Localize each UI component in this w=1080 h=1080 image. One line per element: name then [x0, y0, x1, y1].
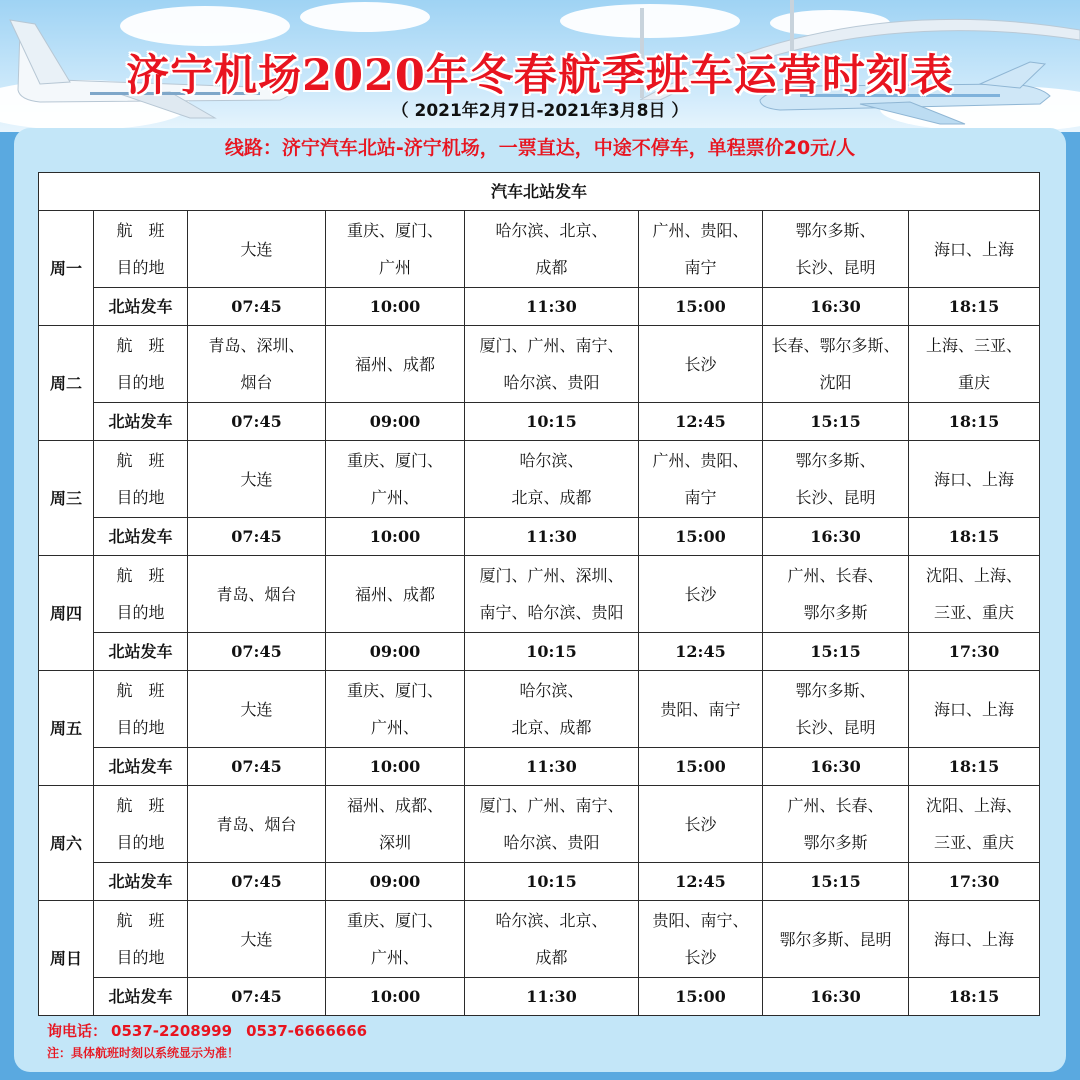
table-row: [39, 786, 1040, 863]
contact-info: [47, 1020, 381, 1041]
destination-cell: [763, 901, 909, 978]
destination-line: 成都: [535, 948, 568, 967]
departure-label: 北站发车: [94, 978, 188, 1016]
table-header: 汽车北站发车: [39, 173, 1040, 211]
table-row: [39, 978, 1040, 1016]
departure-time: 12:45: [639, 403, 763, 441]
departure-time: 16:30: [763, 978, 909, 1016]
table-row: [39, 863, 1040, 901]
destination-label-line: 航 班: [116, 451, 165, 470]
destination-cell: [639, 441, 763, 518]
table-row: [39, 326, 1040, 403]
departure-label: 北站发车: [94, 633, 188, 671]
departure-time: 10:00: [326, 518, 465, 556]
destination-line: 贵阳、南宁: [660, 699, 741, 719]
destination-line: 福州、成都、: [346, 796, 443, 815]
departure-time: 09:00: [326, 633, 465, 671]
destination-cell: [326, 786, 465, 863]
phone-number-2: 0537-6666666: [246, 1022, 368, 1040]
destination-cell: [909, 326, 1040, 403]
table-row: [39, 671, 1040, 748]
destination-cell: [465, 786, 639, 863]
departure-time: 10:15: [465, 863, 639, 901]
departure-time: 12:45: [639, 633, 763, 671]
destination-line: 广州、长春、: [787, 796, 884, 815]
destination-line: 长春、鄂尔多斯、: [771, 336, 900, 355]
destination-line: 哈尔滨、贵阳: [503, 833, 600, 852]
destination-cell: [326, 441, 465, 518]
destination-line: 重庆、厦门、: [346, 911, 443, 930]
destination-line: 厦门、广州、深圳、: [479, 566, 624, 585]
destination-cell: [465, 441, 639, 518]
destination-cell: [763, 786, 909, 863]
destination-line: 北京、成都: [511, 488, 592, 507]
destination-line: 哈尔滨、: [519, 451, 584, 470]
departure-time: 18:15: [909, 403, 1040, 441]
destination-label-line: 航 班: [116, 566, 165, 585]
departure-time: 17:30: [909, 633, 1040, 671]
destination-line: 深圳: [378, 833, 411, 852]
departure-time: 11:30: [465, 518, 639, 556]
destination-label-line: 目的地: [116, 488, 165, 507]
destination-cell: [909, 786, 1040, 863]
destination-line: 哈尔滨、: [519, 681, 584, 700]
destination-cell: [909, 671, 1040, 748]
departure-time: 07:45: [188, 518, 326, 556]
day-label: 周五: [39, 671, 94, 786]
schedule-table: [38, 172, 1040, 1016]
destination-cell: [639, 211, 763, 288]
destination-cell: [639, 556, 763, 633]
page-title: 济宁机场2020年冬春航季班车运营时刻表: [126, 51, 954, 101]
departure-time: 18:15: [909, 978, 1040, 1016]
destination-cell: [909, 211, 1040, 288]
destination-line: 哈尔滨、贵阳: [503, 373, 600, 392]
destination-line: 大连: [240, 699, 273, 719]
destination-cell: [326, 211, 465, 288]
table-row: [39, 748, 1040, 786]
departure-time: 07:45: [188, 633, 326, 671]
destination-cell: [188, 901, 326, 978]
destination-line: 三亚、重庆: [934, 833, 1015, 852]
departure-time: 10:15: [465, 403, 639, 441]
destination-label-line: 目的地: [116, 948, 165, 967]
destination-label: [94, 901, 188, 978]
destination-line: 长沙: [684, 584, 717, 604]
season-dates: （ 2021年2月7日-2021年3月8日 ）: [391, 101, 689, 121]
departure-time: 11:30: [465, 748, 639, 786]
departure-time: 07:45: [188, 863, 326, 901]
destination-label: [94, 441, 188, 518]
table-row: [39, 403, 1040, 441]
table-row: [39, 633, 1040, 671]
table-row: [39, 441, 1040, 518]
destination-line: 沈阳: [819, 373, 852, 392]
departure-time: 12:45: [639, 863, 763, 901]
destination-label-line: 航 班: [116, 911, 165, 930]
departure-time: 10:15: [465, 633, 639, 671]
departure-time: 17:30: [909, 863, 1040, 901]
destination-line: 广州、: [370, 948, 419, 967]
footer-note: 注：具体航班时刻以系统显示为准！: [47, 1046, 240, 1060]
destination-line: 广州、贵阳、: [652, 221, 749, 240]
destination-cell: [465, 671, 639, 748]
destination-cell: [326, 901, 465, 978]
destination-line: 鄂尔多斯: [803, 833, 868, 852]
destination-line: 广州、: [370, 488, 419, 507]
destination-cell: [639, 671, 763, 748]
table-row: [39, 901, 1040, 978]
departure-time: 15:00: [639, 978, 763, 1016]
destination-line: 长沙: [684, 814, 717, 834]
destination-line: 青岛、深圳、: [208, 336, 305, 355]
destination-line: 厦门、广州、南宁、: [479, 336, 624, 355]
destination-line: 鄂尔多斯: [803, 603, 868, 622]
departure-time: 07:45: [188, 403, 326, 441]
destination-line: 鄂尔多斯、: [795, 681, 876, 700]
day-label: 周二: [39, 326, 94, 441]
destination-line: 海口、上海: [934, 469, 1015, 489]
departure-time: 07:45: [188, 288, 326, 326]
day-label: 周日: [39, 901, 94, 1016]
destination-line: 鄂尔多斯、: [795, 451, 876, 470]
table-row: [39, 518, 1040, 556]
destination-label-line: 目的地: [116, 373, 165, 392]
destination-cell: [188, 556, 326, 633]
destination-cell: [465, 901, 639, 978]
destination-line: 长沙: [684, 948, 717, 967]
departure-label: 北站发车: [94, 748, 188, 786]
destination-line: 重庆: [958, 373, 991, 392]
departure-time: 10:00: [326, 288, 465, 326]
destination-cell: [909, 556, 1040, 633]
destination-cell: [763, 671, 909, 748]
destination-cell: [326, 326, 465, 403]
destination-line: 福州、成都: [354, 584, 435, 604]
departure-time: 18:15: [909, 288, 1040, 326]
destination-line: 烟台: [240, 373, 273, 392]
departure-time: 10:00: [326, 978, 465, 1016]
destination-line: 鄂尔多斯、: [795, 221, 876, 240]
departure-time: 15:15: [763, 863, 909, 901]
departure-time: 15:00: [639, 288, 763, 326]
destination-line: 大连: [240, 469, 273, 489]
destination-line: 福州、成都: [354, 354, 435, 374]
destination-label-line: 目的地: [116, 833, 165, 852]
destination-line: 广州、长春、: [787, 566, 884, 585]
destination-cell: [763, 211, 909, 288]
destination-line: 海口、上海: [934, 239, 1015, 259]
departure-time: 15:15: [763, 633, 909, 671]
destination-line: 成都: [535, 258, 568, 277]
destination-line: 海口、上海: [934, 929, 1015, 949]
destination-label-line: 航 班: [116, 796, 165, 815]
destination-line: 海口、上海: [934, 699, 1015, 719]
destination-cell: [188, 211, 326, 288]
destination-label-line: 目的地: [116, 603, 165, 622]
destination-line: 长沙、昆明: [795, 488, 876, 507]
destination-cell: [465, 326, 639, 403]
destination-line: 重庆、厦门、: [346, 221, 443, 240]
departure-time: 11:30: [465, 978, 639, 1016]
departure-time: 07:45: [188, 748, 326, 786]
destination-line: 广州、: [370, 718, 419, 737]
day-label: 周六: [39, 786, 94, 901]
destination-line: 贵阳、南宁、: [652, 911, 749, 930]
route-info: 线路：济宁汽车北站-济宁机场，一票直达，中途不停车，单程票价20元/人: [224, 137, 856, 159]
destination-label: [94, 671, 188, 748]
departure-label: 北站发车: [94, 863, 188, 901]
destination-line: 哈尔滨、北京、: [495, 221, 608, 240]
destination-line: 厦门、广州、南宁、: [479, 796, 624, 815]
departure-time: 16:30: [763, 518, 909, 556]
destination-line: 重庆、厦门、: [346, 451, 443, 470]
destination-line: 北京、成都: [511, 718, 592, 737]
destination-line: 南宁: [684, 258, 717, 277]
destination-label: [94, 556, 188, 633]
departure-time: 18:15: [909, 748, 1040, 786]
departure-time: 16:30: [763, 288, 909, 326]
destination-label: [94, 326, 188, 403]
departure-label: 北站发车: [94, 288, 188, 326]
departure-time: 15:00: [639, 748, 763, 786]
departure-time: 16:30: [763, 748, 909, 786]
destination-cell: [326, 671, 465, 748]
destination-line: 大连: [240, 239, 273, 259]
destination-line: 哈尔滨、北京、: [495, 911, 608, 930]
destination-line: 广州、贵阳、: [652, 451, 749, 470]
destination-cell: [763, 441, 909, 518]
destination-cell: [909, 901, 1040, 978]
destination-label-line: 航 班: [116, 221, 165, 240]
destination-line: 长沙、昆明: [795, 258, 876, 277]
destination-line: 青岛、烟台: [216, 584, 297, 604]
departure-time: 18:15: [909, 518, 1040, 556]
destination-cell: [188, 786, 326, 863]
destination-line: 广州: [378, 258, 411, 277]
departure-time: 10:00: [326, 748, 465, 786]
destination-label: [94, 211, 188, 288]
destination-cell: [326, 556, 465, 633]
phone-number-1: 0537-2208999: [111, 1022, 233, 1040]
destination-cell: [465, 556, 639, 633]
table-row: [39, 211, 1040, 288]
departure-time: 15:00: [639, 518, 763, 556]
destination-cell: [188, 671, 326, 748]
destination-label-line: 航 班: [116, 336, 165, 355]
departure-time: 07:45: [188, 978, 326, 1016]
departure-label: 北站发车: [94, 403, 188, 441]
destination-cell: [639, 326, 763, 403]
destination-label-line: 目的地: [116, 258, 165, 277]
day-label: 周一: [39, 211, 94, 326]
destination-line: 青岛、烟台: [216, 814, 297, 834]
destination-cell: [909, 441, 1040, 518]
destination-cell: [639, 786, 763, 863]
destination-cell: [188, 326, 326, 403]
destination-label-line: 目的地: [116, 718, 165, 737]
contact-label: 询电话：: [47, 1022, 108, 1040]
destination-line: 重庆、厦门、: [346, 681, 443, 700]
destination-line: 上海、三亚、: [926, 336, 1023, 355]
departure-label: 北站发车: [94, 518, 188, 556]
destination-cell: [188, 441, 326, 518]
destination-line: 鄂尔多斯、昆明: [779, 929, 892, 949]
departure-time: 15:15: [763, 403, 909, 441]
destination-line: 长沙: [684, 354, 717, 374]
destination-label-line: 航 班: [116, 681, 165, 700]
destination-cell: [465, 211, 639, 288]
table-row: [39, 288, 1040, 326]
destination-line: 南宁、哈尔滨、贵阳: [479, 603, 624, 622]
destination-cell: [763, 556, 909, 633]
destination-cell: [763, 326, 909, 403]
destination-line: 沈阳、上海、: [926, 566, 1023, 585]
day-label: 周四: [39, 556, 94, 671]
destination-line: 沈阳、上海、: [926, 796, 1023, 815]
departure-time: 09:00: [326, 863, 465, 901]
departure-time: 11:30: [465, 288, 639, 326]
table-row: [39, 556, 1040, 633]
departure-time: 09:00: [326, 403, 465, 441]
destination-line: 大连: [240, 929, 273, 949]
destination-label: [94, 786, 188, 863]
destination-line: 南宁: [684, 488, 717, 507]
destination-line: 三亚、重庆: [934, 603, 1015, 622]
day-label: 周三: [39, 441, 94, 556]
destination-cell: [639, 901, 763, 978]
destination-line: 长沙、昆明: [795, 718, 876, 737]
